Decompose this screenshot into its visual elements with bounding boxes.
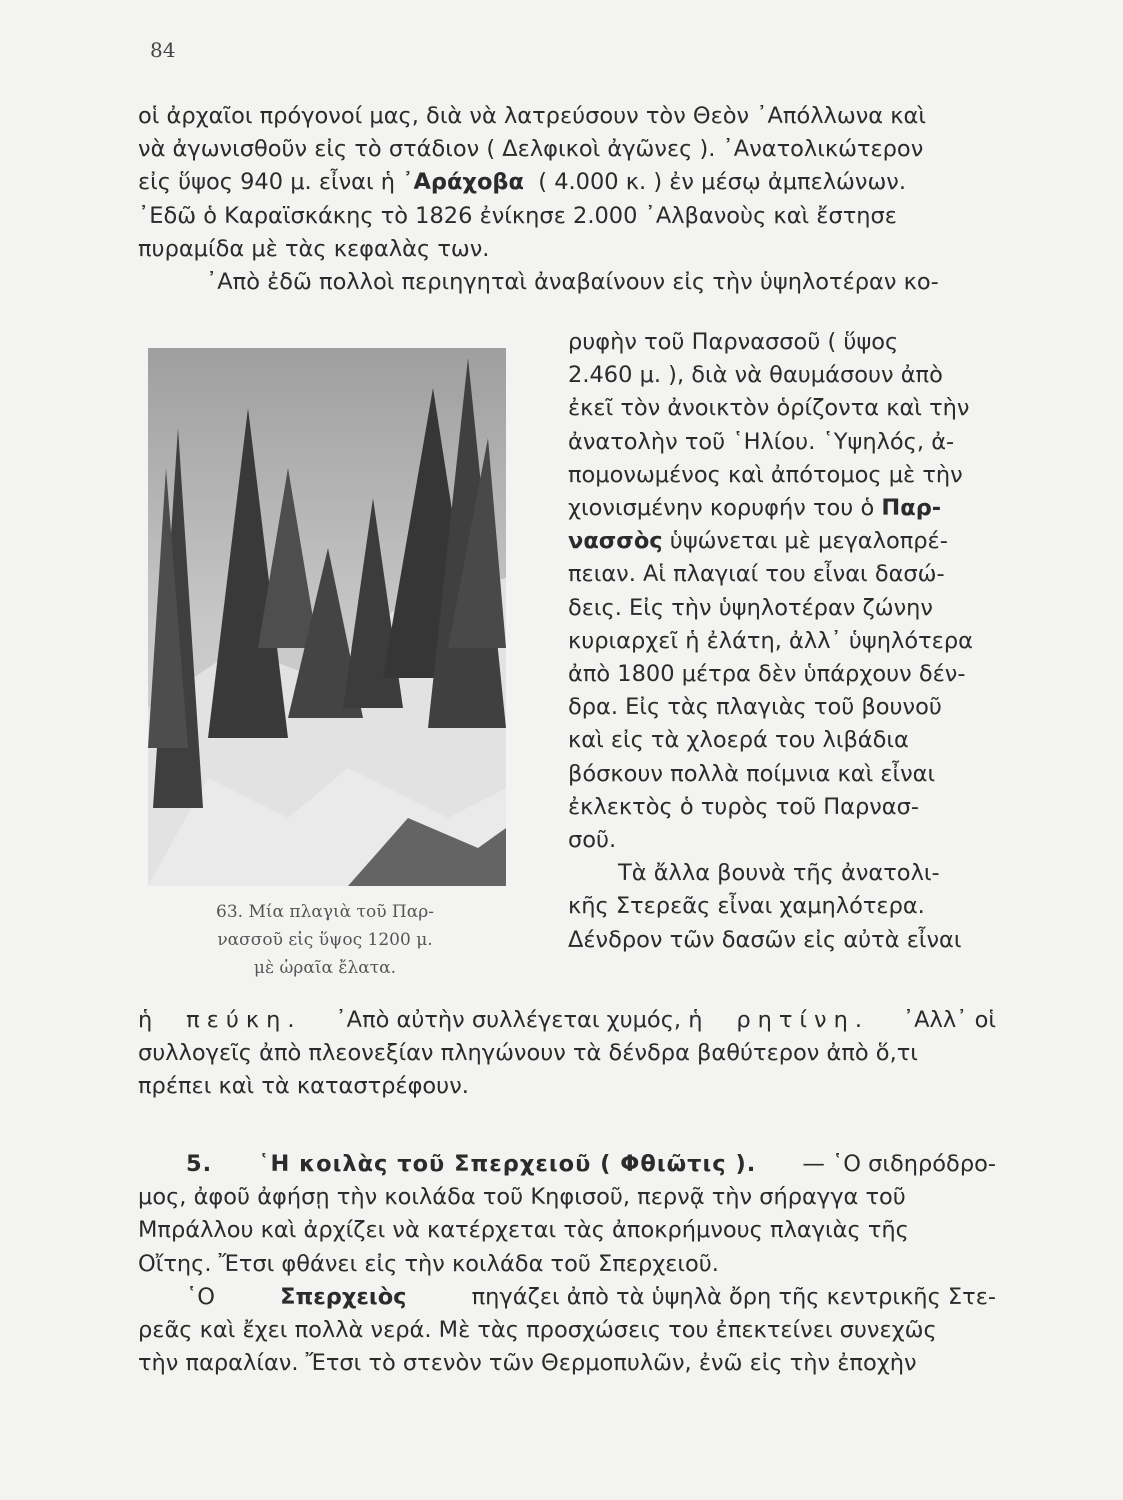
mountain-name-parnassos: νασσὸς — [568, 528, 663, 555]
text-line — [568, 890, 998, 923]
text-line — [568, 758, 998, 791]
text-line — [138, 1181, 996, 1214]
text-line-content: κυριαρχεῖ ἡ ἐλάτη, ἀλλ᾿ ὑψηλότερα — [568, 627, 973, 654]
text-line — [138, 166, 996, 199]
text-line-content: ( 4.000 κ. ) ἐν μέσῳ ἀμπελώνων. — [538, 169, 907, 196]
text-line — [568, 691, 998, 724]
text-line — [138, 133, 996, 166]
text-line — [138, 1037, 996, 1070]
text-line-content: κῆς Στερεᾶς εἶναι χαμηλότερα. — [568, 893, 925, 920]
text-line-content: δρα. Εἰς τὰς πλαγιὰς τοῦ βουνοῦ — [568, 694, 942, 721]
text-line — [138, 1214, 996, 1247]
text-line — [568, 625, 998, 658]
text-line-content: εἰς ὕψος 940 μ. εἶναι ἡ — [138, 169, 396, 196]
text-line — [568, 658, 998, 691]
text-line — [568, 791, 998, 824]
text-line — [568, 857, 998, 890]
text-line-content: ᾿Απὸ αὐτὴν συλλέγεται χυμός, ἡ — [335, 1007, 703, 1033]
text-line-content: — ῾Ο σιδηρόδρο- — [802, 1151, 996, 1177]
text-line-content: βόσκουν πολλὰ ποίμνια καὶ εἶναι — [568, 760, 936, 787]
text-line-content: Μπράλλου καὶ ἀρχίζει νὰ κατέρχεται τὰς ἀποκρήμνους πλαγιὰς τῆς — [138, 1217, 909, 1244]
text-line-content: ρεᾶς καὶ ἔχει πολλὰ νερά. Μὲ τὰς προσχώσεις του ἐπεκτείνει συνεχῶς — [138, 1317, 937, 1344]
text-line — [568, 326, 998, 359]
text-line-content: ᾿Εδῶ ὁ Καραϊσκάκης τὸ 1826 ἐνίκησε 2.000 ᾿Αλβανοὺς καὶ ἔστησε — [138, 202, 897, 229]
text-line-content: ἀνατολὴν τοῦ ῾Ηλίου. ῾Υψηλός, ἀ- — [568, 428, 955, 455]
page-number: 84 — [150, 38, 176, 62]
text-line-content: ἡ — [138, 1007, 153, 1033]
text-line — [138, 1281, 996, 1314]
text-line — [568, 724, 998, 757]
section-number: 5. — [186, 1151, 213, 1177]
text-line — [568, 824, 998, 857]
term-pefki: πεύκη. — [186, 1007, 302, 1033]
term-retini: ρητίνη. — [736, 1007, 870, 1033]
text-line-content: Δένδρον τῶν δασῶν εἰς αὐτὰ εἶναι — [568, 926, 962, 953]
fir-trees-illustration — [148, 348, 506, 886]
text-line-content: 2.460 μ. ), διὰ νὰ θαυμάσουν ἀπὸ — [568, 362, 943, 389]
text-line — [568, 525, 998, 558]
caption-line: 63. Μία πλαγιὰ τοῦ Παρ- — [216, 902, 434, 922]
text-line — [138, 1347, 996, 1380]
text-line-content: ἐκλεκτὸς ὁ τυρὸς τοῦ Παρνασ- — [568, 793, 920, 820]
text-line-content: πειαν. Αἱ πλαγιαί του εἶναι δασώ- — [568, 561, 945, 588]
text-line — [568, 558, 998, 591]
text-line — [138, 266, 996, 299]
caption-line: μὲ ὡραῖα ἔλατα. — [253, 958, 397, 978]
text-line — [138, 100, 996, 133]
text-line-content: ῾Ο — [186, 1283, 215, 1310]
text-line-content: συλλογεῖς ἀπὸ πλεονεξίαν πληγώνουν τὰ δένδρα βαθύτερον ἀπὸ ὅ,τι — [138, 1040, 918, 1067]
text-line-content: Οἴτης. Ἔτσι φθάνει εἰς τὴν κοιλάδα τοῦ Σπερχειοῦ. — [138, 1250, 719, 1277]
text-line-content: ὑψώνεται μὲ μεγαλοπρέ- — [669, 528, 948, 555]
text-line — [568, 592, 998, 625]
text-line — [568, 459, 998, 492]
text-line-content: πρέπει καὶ τὰ καταστρέφουν. — [138, 1073, 469, 1100]
town-name-arachova: ᾿Αράχοβα — [402, 169, 524, 196]
mountain-name-parnassos: Παρ- — [881, 495, 942, 522]
caption-line: νασσοῦ εἰς ὕψος 1200 μ. — [217, 930, 433, 950]
text-line — [568, 392, 998, 425]
text-line-content: δεις. Εἰς τὴν ὑψηλοτέραν ζώνην — [568, 594, 933, 621]
text-line — [138, 1314, 996, 1347]
top-paragraph — [138, 100, 996, 299]
text-line — [568, 924, 998, 957]
photo-caption — [160, 898, 490, 982]
text-line — [568, 359, 998, 392]
river-name-spercheios: Σπερχειὸς — [280, 1283, 407, 1310]
text-line-content: οἱ ἀρχαῖοι πρόγονοί μας, διὰ νὰ λατρεύσουν τὸν Θεὸν ᾿Απόλλωνα καὶ — [138, 103, 926, 129]
after-image-paragraph — [138, 1004, 996, 1104]
text-line-content: πομονωμένος καὶ ἀπότομος μὲ τὴν — [568, 461, 963, 488]
text-line — [138, 1070, 996, 1103]
text-line — [138, 200, 996, 233]
section-title: ῾Η κοιλὰς τοῦ Σπερχειοῦ ( Φθιῶτις ). — [258, 1151, 757, 1177]
text-line-content: σοῦ. — [568, 827, 617, 854]
text-line — [568, 426, 998, 459]
text-line-content: καὶ εἰς τὰ χλοερά του λιβάδια — [568, 727, 909, 754]
text-line-content: χιονισμένην κορυφήν του ὁ — [568, 495, 875, 522]
text-line — [138, 233, 996, 266]
text-line-content: ᾿Αλλ᾿ οἱ — [902, 1007, 996, 1033]
text-line — [138, 1004, 996, 1037]
text-line-content: ᾿Απὸ ἐδῶ πολλοὶ περιηγηταὶ ἀναβαίνουν εἰς τὴν ὑψηλοτέραν κο- — [206, 269, 939, 296]
text-line-content: πυραμίδα μὲ τὰς κεφαλὰς των. — [138, 235, 490, 262]
text-line — [568, 492, 998, 525]
text-line-content: τὴν παραλίαν. Ἔτσι τὸ στενὸν τῶν Θερμοπυλῶν, ἐνῶ εἰς τὴν ἐποχὴν — [138, 1350, 917, 1377]
side-column — [568, 326, 998, 957]
text-line-content: νὰ ἀγωνισθοῦν εἰς τὸ στάδιον ( Δελφικοὶ ἀγῶνες ). ᾿Ανατολικώτερον — [138, 136, 924, 163]
text-line — [138, 1248, 996, 1281]
text-line-content: μος, ἀφοῦ ἀφήσῃ τὴν κοιλάδα τοῦ Κηφισοῦ, περνᾷ τὴν σήραγγα τοῦ — [138, 1184, 906, 1211]
text-line-content: ρυφὴν τοῦ Παρνασσοῦ ( ὕψος — [568, 329, 899, 355]
mountain-photo — [148, 348, 506, 886]
section-5 — [138, 1148, 996, 1380]
text-line-content: πηγάζει ἀπὸ τὰ ὑψηλὰ ὄρη τῆς κεντρικῆς Στε- — [471, 1283, 996, 1310]
text-line-content: Τὰ ἄλλα βουνὰ τῆς ἀνατολι- — [618, 860, 940, 887]
section-heading — [138, 1148, 996, 1181]
text-line-content: ἐκεῖ τὸν ἀνοικτὸν ὁρίζοντα καὶ τὴν — [568, 395, 970, 422]
text-line-content: ἀπὸ 1800 μέτρα δὲν ὑπάρχουν δέν- — [568, 661, 966, 688]
